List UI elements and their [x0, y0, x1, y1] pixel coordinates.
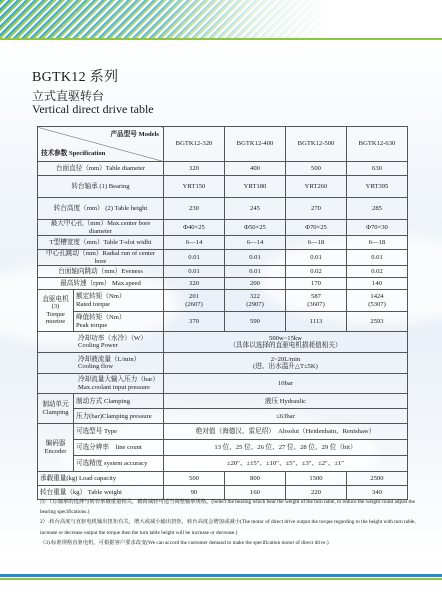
- cell-value: YRT150: [164, 176, 225, 198]
- cell-value: 0.02: [286, 266, 347, 278]
- row-label: 中心孔跳动（mm）Radial run of center bore: [38, 250, 164, 266]
- table-row: [38, 440, 408, 456]
- table-row: [38, 332, 408, 353]
- cell-value: 绝对值（海德汉、雷尼绍） Absolut（Heidenhain、Renishaw）: [164, 424, 408, 440]
- cell-value: 10bar: [164, 374, 408, 394]
- table-row: [38, 176, 408, 198]
- header-models-label: 产品型号 Models: [110, 131, 159, 138]
- table-row: [38, 290, 408, 312]
- cell-value: 0.01: [225, 250, 286, 266]
- cell-value: 160: [225, 486, 286, 500]
- cell-value: YRT260: [286, 176, 347, 198]
- row-label: 转台重量（kg） Table weight: [38, 486, 164, 500]
- cell-value: 370: [164, 312, 225, 332]
- cell-value: 0.01: [225, 266, 286, 278]
- cell-value: ≤63bar: [164, 409, 408, 424]
- cell-value: 0.02: [347, 266, 408, 278]
- row-label: 承载重量(kg) Load capacity: [38, 472, 164, 486]
- row-label: 最高转速（rpm） Max.speed: [38, 278, 164, 290]
- cell-value: 800: [225, 472, 286, 486]
- row-label: 额定转矩（Nm） Rated torque: [74, 290, 164, 312]
- cell-value: 400: [225, 162, 286, 176]
- cell-value: 230: [164, 198, 225, 220]
- cell-value: 2500: [347, 472, 408, 486]
- cell-value: 500: [164, 472, 225, 486]
- header-spec-label: 技术参数 Specification: [41, 150, 106, 158]
- cell-value: 1500: [286, 472, 347, 486]
- spec-table: [37, 126, 408, 500]
- row-label: 最大中心孔（mm）Max.center bore diameter: [38, 220, 164, 236]
- row-label: 峰值转矩（Nm） Peak torque: [74, 312, 164, 332]
- row-label: 台面直径（mm）Table diameter: [38, 162, 164, 176]
- table-row: [38, 472, 408, 486]
- cell-value: 0.01: [286, 250, 347, 266]
- cell-value: 140: [347, 278, 408, 290]
- cell-value: 液压 Hydraulic: [164, 394, 408, 409]
- row-label: 转台高度（mm） (2) Table height: [38, 198, 164, 220]
- cell-value: 500w~15kw （具体以选择的直驱电机损耗值相关）: [164, 332, 408, 353]
- cell-value: 6—14: [225, 236, 286, 250]
- row-label: 冷却功率（水冷）（W） Cooling Power: [38, 332, 164, 353]
- table-row: [38, 394, 408, 409]
- cell-value: 340: [347, 486, 408, 500]
- encoder-group-label: 编码器 Encoder: [38, 424, 74, 472]
- cell-value: 500: [286, 162, 347, 176]
- cell-value: 587 (3607): [286, 290, 347, 312]
- cell-value: 0.01: [164, 266, 225, 278]
- table-header-row: [38, 127, 408, 162]
- cell-value: 245: [225, 198, 286, 220]
- cell-value: 2~20L/min (进、出水温升△T≤5K): [164, 353, 408, 374]
- table-row: [38, 374, 408, 394]
- row-label: T型槽宽度（mm）Table T-slot widht: [38, 236, 164, 250]
- row-label: 台面轴向跳动（mm）Eveness: [38, 266, 164, 278]
- cell-value: 2593: [347, 312, 408, 332]
- row-label: 可选精度 system accuracy: [74, 456, 164, 472]
- bottom-accent-line-green: [0, 578, 442, 580]
- header-diagonal-cell: [38, 127, 164, 162]
- cell-value: 200: [225, 278, 286, 290]
- table-row: [38, 424, 408, 440]
- table-row: [38, 220, 408, 236]
- model-name: BGTK12-630: [347, 127, 408, 162]
- model-name: BGTK12-400: [225, 127, 286, 162]
- table-row: [38, 162, 408, 176]
- cell-value: 170: [286, 278, 347, 290]
- torque-motor-group-label: 直驱电机 (3) Torque moetoe: [38, 290, 74, 332]
- subtitle-english: Vertical direct drive table: [32, 102, 154, 116]
- cell-value: Φ70×25: [286, 220, 347, 236]
- table-row: [38, 198, 408, 220]
- cell-value: Φ40×25: [164, 220, 225, 236]
- row-label: 可选分辨率 line count: [74, 440, 164, 456]
- cell-value: 13 位、25 位、26 位、27 位、28 位、29 位（bit）: [164, 440, 408, 456]
- row-label: 制动方式 Clamping: [74, 394, 164, 409]
- cell-value: 1424 (5307): [347, 290, 408, 312]
- model-name: BGTK12-320: [164, 127, 225, 162]
- cell-value: 6—18: [347, 236, 408, 250]
- cell-value: 220: [286, 486, 347, 500]
- row-label: 冷却液流量（L/min） Cooling flow: [38, 353, 164, 374]
- cell-value: ±20″、±15″、±10″、±5″、±3″、±2″、±1″: [164, 456, 408, 472]
- row-label: 冷却流量大输入压力（bar） Max.coolant input pressure: [38, 374, 164, 394]
- row-label: 可选型号 Type: [74, 424, 164, 440]
- table-row: [38, 312, 408, 332]
- cell-value: 320: [164, 278, 225, 290]
- model-name: BGTK12-500: [286, 127, 347, 162]
- cell-value: 90: [164, 486, 225, 500]
- cell-value: 0.01: [164, 250, 225, 266]
- cell-value: 0.01: [347, 250, 408, 266]
- table-row: [38, 409, 408, 424]
- table-row: [38, 278, 408, 290]
- cell-value: 630: [347, 162, 408, 176]
- cell-value: 320: [164, 162, 225, 176]
- table-row: [38, 353, 408, 374]
- cell-value: 285: [347, 198, 408, 220]
- cell-value: 6—14: [164, 236, 225, 250]
- table-row: [38, 266, 408, 278]
- footnote: （3).标准规格直驱电机，可根据客户要求改变(We can accord the customer demand to make the specification motor of direct drive.): [40, 539, 329, 546]
- cell-value: YRT395: [347, 176, 408, 198]
- subtitle-chinese: 立式直驱转台: [32, 89, 105, 103]
- clamping-group-label: 制动单元 Clamping: [38, 394, 74, 424]
- series-title: BGTK12 系列: [32, 70, 119, 85]
- cell-value: Φ50×25: [225, 220, 286, 236]
- cell-value: 590: [225, 312, 286, 332]
- cell-value: 322 (2907): [225, 290, 286, 312]
- cell-value: 6—18: [286, 236, 347, 250]
- table-row: [38, 236, 408, 250]
- footnote: 2）.转台高度与直驱电机输出扭矩有关，增大或减小输出扭矩，转台高度会增加或减小(The motor of direct drive output the torque regarding to the height with turn table, increase or decrease output the torque then the turn table height will be increase or decrease.): [40, 519, 416, 536]
- row-label: 转台轴承 (1) Bearing: [38, 176, 164, 198]
- top-accent-line: [0, 38, 442, 40]
- cell-value: 201 (2607): [164, 290, 225, 312]
- cell-value: 270: [286, 198, 347, 220]
- footnote: 注:（1).轴承的选择与转台承载重量相关，载荷减轻可适当调整轴承规格。(Select the bearing which bear the weight of the turn table, to reduce the weight could adjust the bearing specifications.): [40, 499, 415, 516]
- cell-value: Φ70×30: [347, 220, 408, 236]
- cell-value: YRT180: [225, 176, 286, 198]
- footnotes: [40, 497, 416, 548]
- bottom-accent-line-blue: [0, 574, 442, 577]
- table-row: [38, 250, 408, 266]
- row-label: 压力(bar)Clamping pressure: [74, 409, 164, 424]
- cell-value: 1113: [286, 312, 347, 332]
- table-row: [38, 456, 408, 472]
